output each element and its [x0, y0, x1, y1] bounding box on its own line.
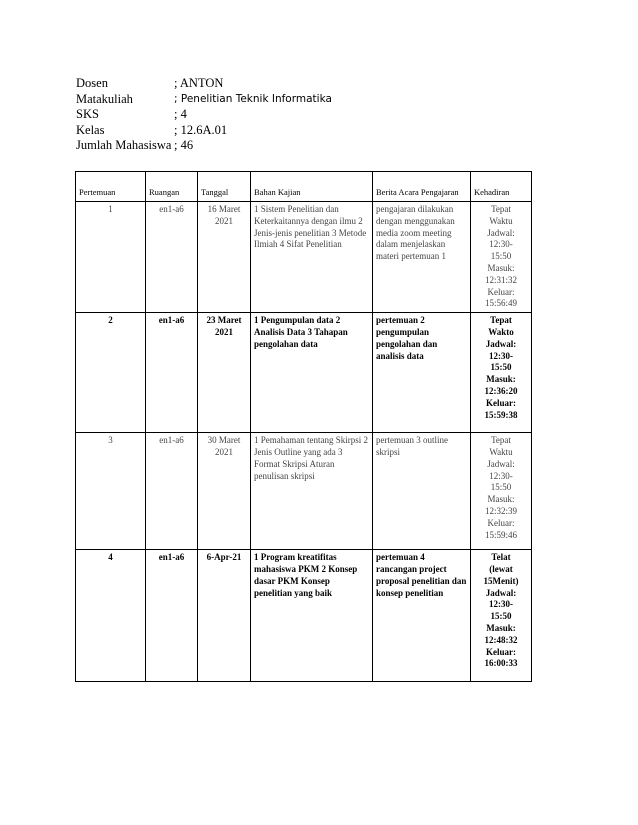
kehadiran-line: Masuk: [487, 494, 515, 505]
col-header-pertemuan: Pertemuan [76, 172, 146, 202]
cell-ruangan: en1-a6 [146, 313, 198, 433]
cell-pertemuan: 3 [76, 433, 146, 550]
kehadiran-line: Jadwal: [485, 587, 517, 598]
kehadiran-line: Waktu [489, 215, 513, 226]
cell-kehadiran [471, 202, 532, 313]
kehadiran-line: 15:50 [490, 482, 512, 493]
kehadiran-line: Waktu [489, 446, 513, 457]
jumlah-value: ; 46 [174, 138, 194, 152]
cell-kehadiran [471, 313, 532, 433]
col-header-ruangan: Ruangan [146, 172, 198, 202]
matakuliah-label: Matakuliah [76, 91, 133, 106]
table-row [76, 313, 532, 433]
cell-tanggal: 6-Apr-21 [198, 550, 251, 682]
kehadiran-line: Jadwal: [487, 458, 515, 469]
cell-bahan-kajian: 1 Pengumpulan data 2 Analisis Data 3 Tahapan pengolahan data [251, 313, 373, 433]
cell-berita-acara: pertemuan 3 outline skripsi [373, 433, 471, 550]
matakuliah-value: ; Penelitian Teknik Informatika [174, 92, 332, 105]
dosen-label: Dosen [76, 76, 108, 90]
kehadiran-line: 15Menit) [483, 575, 519, 586]
col-header-bahan-kajian: Bahan Kajian [251, 172, 373, 202]
cell-berita-acara: pertemuan 2 pengumpulan pengolahan dan analisis data [373, 313, 471, 433]
cell-bahan-kajian: 1 Pemahaman tentang Skirpsi 2 Jenis Outline yang ada 3 Format Skripsi Aturan penulisan skripsi [251, 433, 373, 550]
attendance-table [75, 171, 532, 682]
kehadiran-line: Keluar: [487, 517, 515, 528]
kehadiran-line: Jadwal: [485, 338, 517, 349]
cell-tanggal: 16 Maret 2021 [198, 202, 251, 313]
table-row [76, 202, 532, 313]
kehadiran-line: (lewat [489, 563, 513, 574]
kehadiran-line: 12:32:39 [484, 505, 517, 516]
kehadiran-line: Jadwal: [487, 227, 515, 238]
kehadiran-line: 12:30- [489, 239, 513, 250]
table-row [76, 550, 532, 682]
cell-tanggal: 30 Maret 2021 [198, 433, 251, 550]
kehadiran-line: Masuk: [487, 262, 515, 273]
kehadiran-line: 12:30- [489, 470, 513, 481]
cell-ruangan: en1-a6 [146, 433, 198, 550]
col-header-tanggal: Tanggal [198, 172, 251, 202]
sks-value: ; 4 [174, 107, 187, 121]
table-row [76, 433, 532, 550]
kehadiran-line: 12:36:20 [484, 385, 518, 396]
kehadiran-line: 16:00:33 [484, 658, 518, 669]
kehadiran-line: Keluar: [486, 397, 516, 408]
kehadiran-line: 12:31:32 [484, 274, 517, 285]
cell-bahan-kajian: 1 Program kreatifitas mahasiswa PKM 2 Konsep dasar PKM Konsep penelitian yang baik [251, 550, 373, 682]
cell-ruangan: en1-a6 [146, 202, 198, 313]
col-header-berita-acara: Berita Acara Pengajaran [373, 172, 471, 202]
cell-pertemuan: 4 [76, 550, 146, 682]
sks-row [76, 107, 332, 123]
kehadiran-line: Wakto [488, 326, 514, 337]
course-info [76, 76, 332, 154]
cell-tanggal: 23 Maret 2021 [198, 313, 251, 433]
table-header-row [76, 172, 532, 202]
cell-pertemuan: 2 [76, 313, 146, 433]
cell-kehadiran [471, 433, 532, 550]
dosen-value: ; ANTON [174, 76, 224, 90]
kehadiran-line: Tepat [490, 315, 512, 326]
kelas-label: Kelas [76, 122, 105, 137]
kelas-value: ; 12.6A.01 [174, 122, 228, 137]
kelas-row [76, 123, 332, 139]
kehadiran-line: Masuk: [486, 622, 516, 633]
cell-pertemuan: 1 [76, 202, 146, 313]
cell-berita-acara: pengajaran dilakukan dengan menggunakan media zoom meeting dalam menjelaskan materi pertemuan 1 [373, 202, 471, 313]
jumlah-row [76, 138, 332, 154]
kehadiran-line: 15:59:38 [484, 409, 518, 420]
cell-berita-acara: pertemuan 4 rancangan project proposal penelitian dan konsep penelitian [373, 550, 471, 682]
kehadiran-line: Keluar: [486, 646, 516, 657]
cell-ruangan: en1-a6 [146, 550, 198, 682]
dosen-row [76, 76, 332, 92]
kehadiran-line: 15:50 [490, 362, 512, 373]
kehadiran-line: 12:30- [489, 350, 513, 361]
kehadiran-line: 12:48:32 [484, 634, 518, 645]
kehadiran-line: Keluar: [487, 286, 515, 297]
col-header-kehadiran: Kehadiran [471, 172, 532, 202]
kehadiran-line: Tepat [491, 435, 511, 446]
kehadiran-line: Telat [491, 552, 511, 563]
cell-kehadiran [471, 550, 532, 682]
cell-bahan-kajian: 1 Sistem Penelitian dan Keterkaitannya dengan ilmu 2 Jenis-jenis penelitian 3 Metode Ilmiah 4 Sifat Penelitian [251, 202, 373, 313]
kehadiran-line: 15:50 [490, 251, 512, 262]
sks-label: SKS [76, 107, 99, 121]
kehadiran-line: Masuk: [486, 374, 516, 385]
kehadiran-line: 15:56:49 [484, 298, 517, 309]
jumlah-label: Jumlah Mahasiswa [76, 138, 172, 152]
kehadiran-line: 15:50 [490, 611, 512, 622]
kehadiran-line: 15:59:46 [484, 529, 517, 540]
kehadiran-line: 12:30- [489, 599, 513, 610]
kehadiran-line: Tepat [491, 204, 511, 214]
matakuliah-row [76, 92, 332, 108]
